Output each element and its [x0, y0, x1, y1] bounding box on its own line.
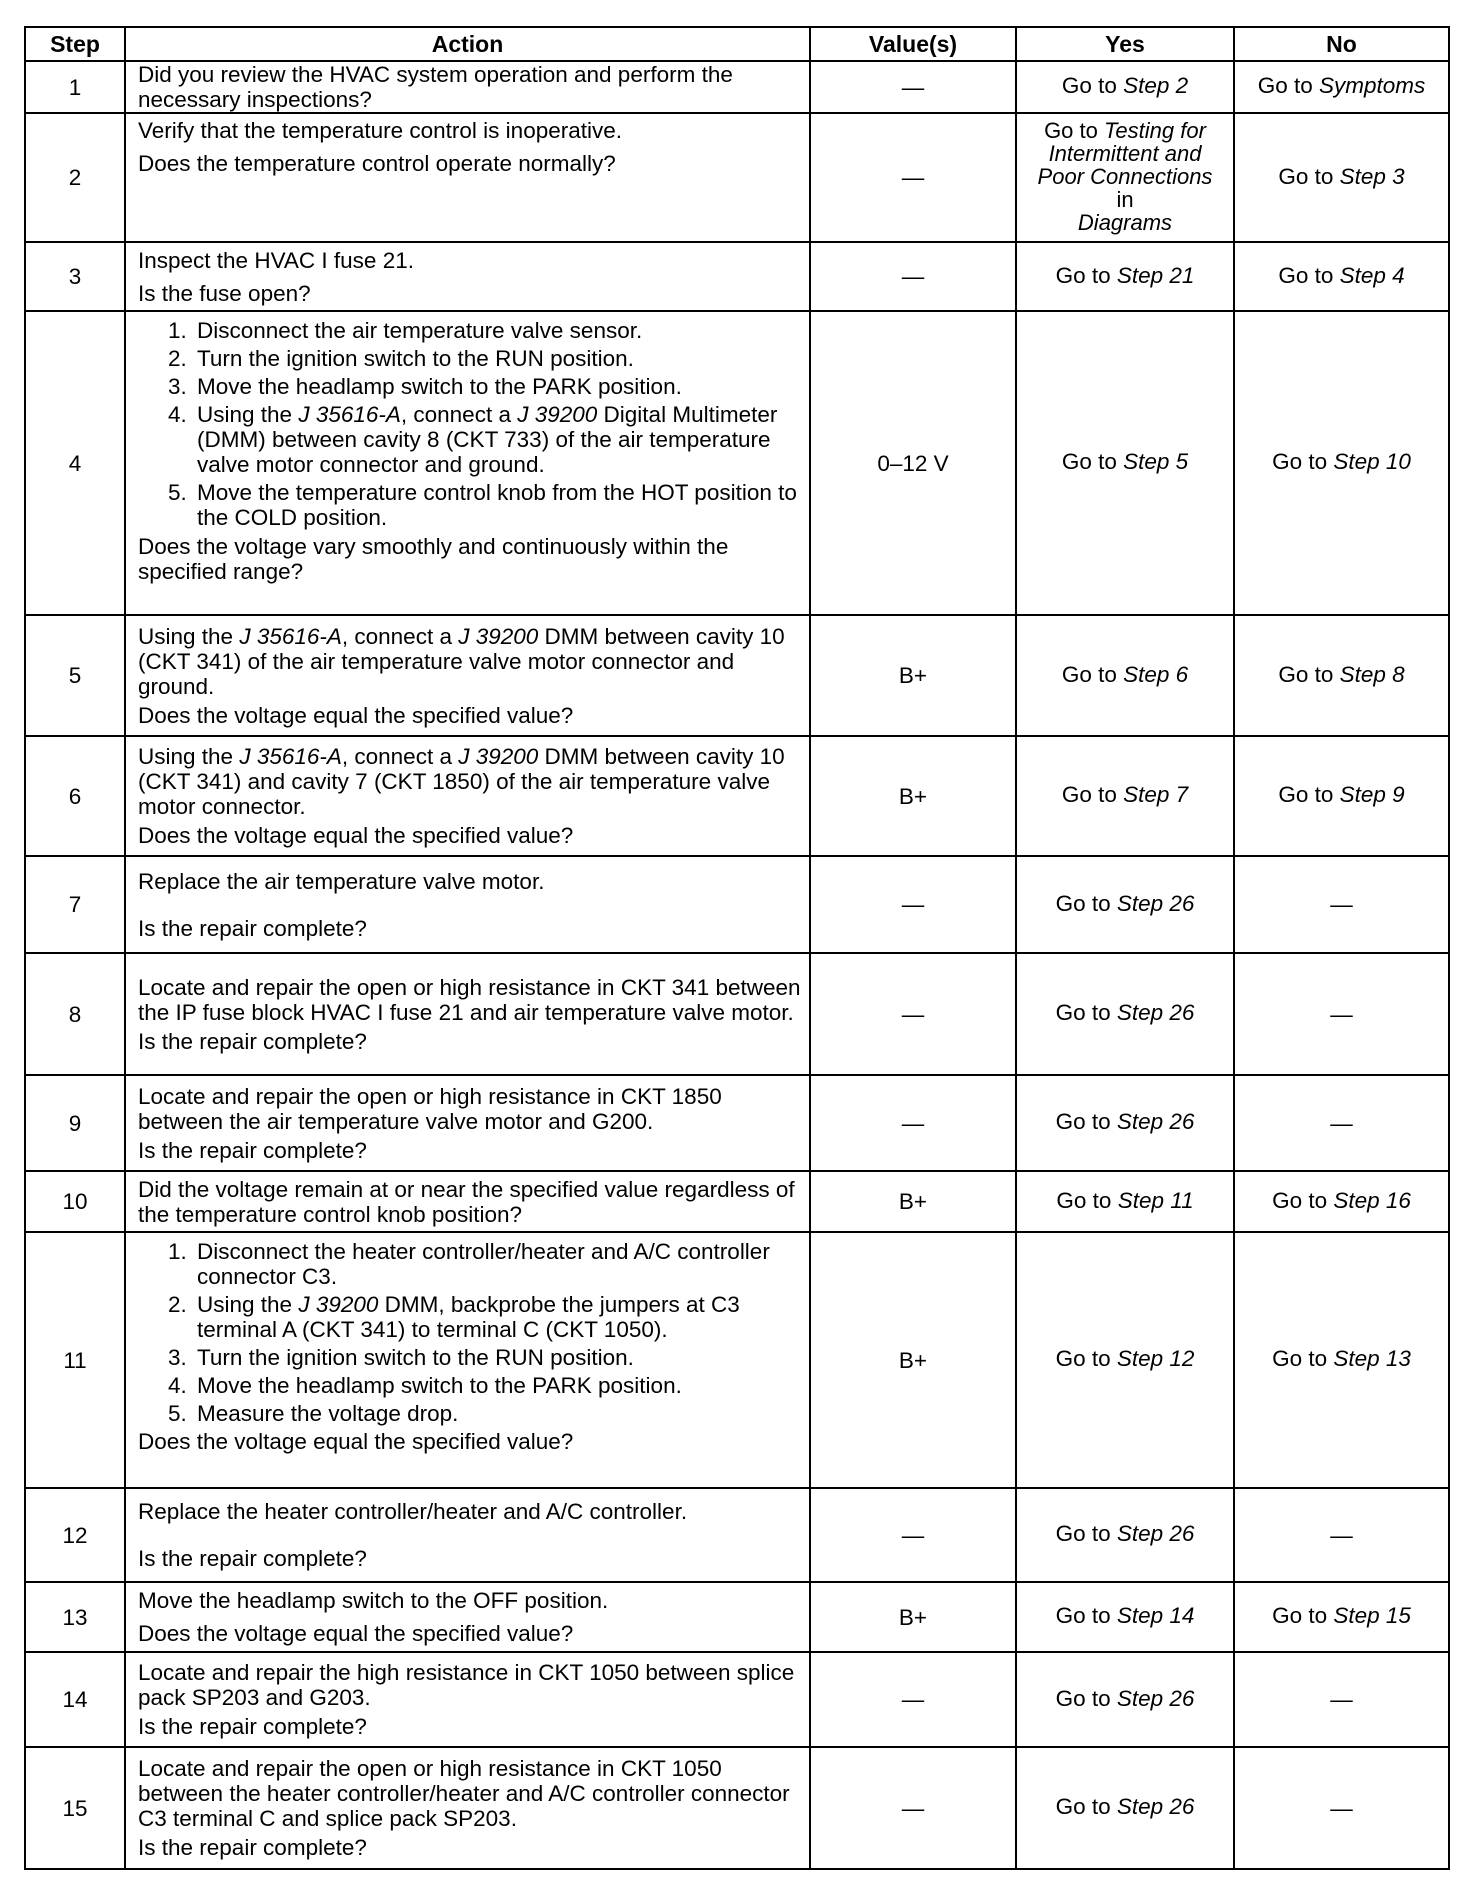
go-to-text: Go to: [1055, 1000, 1111, 1025]
list-item: 4. Move the headlamp switch to the PARK position.: [193, 1373, 801, 1398]
list-item: 1. Disconnect the heater controller/heater and A/C controller connector C3.: [193, 1239, 801, 1289]
action-question: Does the temperature control operate normally?: [138, 151, 616, 176]
value-cell: —: [810, 113, 1016, 242]
no-link[interactable]: Step 15: [1333, 1603, 1411, 1628]
go-to-text: Go to: [1055, 262, 1111, 288]
step-number: 9: [25, 1075, 125, 1171]
go-to-text: Go to: [1272, 449, 1328, 474]
go-to-text: Go to: [1061, 661, 1117, 687]
step-number: 5: [25, 615, 125, 736]
table-row: [25, 953, 1449, 1075]
action-text: Using the J 35616-A, connect a J 39200 DMM between cavity 10 (CKT 341) of the air temperature valve motor connector and ground.: [138, 623, 785, 699]
tool-ref: J 39200: [458, 623, 539, 649]
no-link[interactable]: Step 16: [1333, 1187, 1411, 1213]
action-cell: [125, 1582, 810, 1652]
action-text: Using the J 35616-A, connect a J 39200 DMM between cavity 10 (CKT 341) and cavity 7 (CKT 1850) of the air temperature valve motor connector.: [138, 744, 785, 819]
no-link[interactable]: Step 4: [1339, 262, 1405, 288]
value-cell: —: [810, 1075, 1016, 1171]
header-action: Action: [125, 27, 810, 61]
no-cell: —: [1234, 1747, 1449, 1869]
step-number: 14: [25, 1652, 125, 1747]
action-question: Does the voltage vary smoothly and continuously within the specified range?: [138, 534, 729, 584]
yes-link[interactable]: Step 26: [1116, 1521, 1195, 1546]
action-cell: [125, 242, 810, 311]
yes-cell: [1016, 1488, 1234, 1582]
action-text: Locate and repair the high resistance in CKT 1050 between splice pack SP203 and G203.: [138, 1660, 795, 1710]
value-cell: —: [810, 1652, 1016, 1747]
step-number: 11: [25, 1232, 125, 1488]
go-to-text: Go to: [1272, 1187, 1328, 1213]
no-cell: [1234, 61, 1449, 113]
step-number: 4: [25, 311, 125, 615]
yes-link[interactable]: Step 2: [1123, 73, 1189, 98]
no-cell: [1234, 113, 1449, 242]
go-to-text: Go to: [1272, 1346, 1328, 1371]
action-cell: [125, 311, 810, 615]
action-cell: [125, 113, 810, 242]
table-row: [25, 113, 1449, 242]
no-link[interactable]: Step 13: [1333, 1346, 1411, 1371]
no-link[interactable]: Step 8: [1339, 661, 1405, 687]
yes-text: in: [1116, 186, 1134, 212]
yes-cell: [1016, 1747, 1234, 1869]
tool-ref: J 39200: [458, 744, 539, 769]
action-text: Verify that the temperature control is inoperative.: [138, 118, 623, 143]
yes-link[interactable]: Poor Connections: [1037, 163, 1213, 189]
table-row: [25, 1171, 1449, 1232]
go-to-text: Go to: [1055, 1346, 1111, 1371]
value-cell: —: [810, 953, 1016, 1075]
yes-link[interactable]: Step 11: [1117, 1187, 1194, 1213]
yes-link[interactable]: Step 14: [1116, 1603, 1195, 1628]
action-cell: [125, 1171, 810, 1232]
list-item: 5. Measure the voltage drop.: [193, 1401, 801, 1426]
value-cell: B+: [810, 1582, 1016, 1652]
action-question: Does the voltage equal the specified value?: [138, 702, 574, 728]
step-number: 2: [25, 113, 125, 242]
action-text: Replace the heater controller/heater and A/C controller.: [138, 1499, 688, 1524]
action-question: Is the fuse open?: [138, 280, 311, 306]
go-to-text: Go to: [1055, 890, 1111, 916]
tool-ref: J 39200: [517, 402, 598, 427]
go-to-text: Go to: [1061, 782, 1117, 807]
no-cell: [1234, 1582, 1449, 1652]
table-row: [25, 1747, 1449, 1869]
go-to-text: Go to: [1055, 1685, 1111, 1711]
yes-link[interactable]: Step 26: [1116, 1000, 1195, 1025]
table-row: [25, 1652, 1449, 1747]
go-to-text: Go to: [1278, 782, 1334, 807]
yes-link[interactable]: Step 26: [1116, 1109, 1195, 1134]
no-cell: [1234, 615, 1449, 736]
step-number: 15: [25, 1747, 125, 1869]
yes-cell: [1016, 1232, 1234, 1488]
no-link[interactable]: Step 9: [1339, 782, 1405, 807]
go-to-text: Go to: [1055, 1794, 1111, 1819]
procedure-list: [138, 1239, 801, 1426]
procedure-list: [138, 318, 801, 530]
go-to-text: Go to: [1278, 262, 1334, 288]
go-to-text: Go to: [1061, 449, 1117, 474]
table-row: [25, 615, 1449, 736]
list-item: 4. Using the J 35616-A, connect a J 39200 Digital Multimeter (DMM) between cavity 8 (CKT 733) of the air temperature valve motor connector and ground.: [193, 402, 801, 477]
table-row: [25, 1075, 1449, 1171]
action-question: Does the voltage equal the specified value?: [138, 1621, 574, 1646]
action-cell: [125, 856, 810, 953]
action-cell: [125, 1075, 810, 1171]
no-cell: [1234, 1171, 1449, 1232]
go-to-text: Go to: [1278, 163, 1334, 189]
table-row: [25, 61, 1449, 113]
step-number: 12: [25, 1488, 125, 1582]
table-row: [25, 242, 1449, 311]
action-question: Does the voltage equal the specified value?: [138, 823, 574, 848]
yes-cell: [1016, 61, 1234, 113]
action-question: Is the repair complete?: [138, 1835, 367, 1860]
action-cell: [125, 1488, 810, 1582]
value-cell: —: [810, 856, 1016, 953]
action-text: Locate and repair the open or high resistance in CKT 341 between the IP fuse block HVAC I fuse 21 and air temperature valve motor.: [138, 974, 801, 1025]
action-cell: [125, 61, 810, 113]
step-number: 8: [25, 953, 125, 1075]
yes-link[interactable]: Step 6: [1123, 661, 1189, 687]
list-item: 3. Move the headlamp switch to the PARK position.: [193, 374, 801, 399]
go-to-text: Go to: [1055, 1603, 1111, 1628]
action-cell: [125, 736, 810, 856]
no-cell: —: [1234, 1488, 1449, 1582]
step-number: 6: [25, 736, 125, 856]
header-value: Value(s): [810, 27, 1016, 61]
action-text: Did you review the HVAC system operation and perform the necessary inspections?: [138, 62, 733, 112]
header-row: [25, 27, 1449, 61]
no-cell: [1234, 1232, 1449, 1488]
value-cell: B+: [810, 736, 1016, 856]
list-item: 5. Move the temperature control knob from the HOT position to the COLD position.: [193, 480, 801, 530]
go-to-text: Go to: [1061, 73, 1117, 98]
go-to-text: Go to: [1055, 1521, 1111, 1546]
yes-link[interactable]: Step 26: [1116, 890, 1195, 916]
action-question: Is the repair complete?: [138, 1028, 367, 1054]
action-text: Locate and repair the open or high resistance in CKT 1050 between the heater controller/heater and A/C controller connector C3 terminal C and splice pack SP203.: [138, 1756, 790, 1831]
go-to-text: Go to: [1056, 1187, 1112, 1213]
no-cell: —: [1234, 856, 1449, 953]
action-text: Locate and repair the open or high resistance in CKT 1850 between the air temperature valve motor and G200.: [138, 1083, 722, 1134]
value-cell: —: [810, 1488, 1016, 1582]
yes-cell: [1016, 856, 1234, 953]
go-to-text: Go to: [1278, 661, 1334, 687]
action-cell: [125, 1747, 810, 1869]
header-step: Step: [25, 27, 125, 61]
no-cell: [1234, 736, 1449, 856]
value-cell: —: [810, 242, 1016, 311]
value-cell: B+: [810, 1232, 1016, 1488]
yes-link[interactable]: Step 21: [1116, 262, 1195, 288]
tool-ref: J 39200: [298, 1292, 379, 1317]
no-cell: —: [1234, 1652, 1449, 1747]
yes-cell: [1016, 1075, 1234, 1171]
yes-link[interactable]: Testing for: [1104, 117, 1206, 143]
no-link[interactable]: Step 3: [1339, 163, 1405, 189]
value-cell: B+: [810, 615, 1016, 736]
action-question: Is the repair complete?: [138, 1714, 367, 1739]
value-cell: —: [810, 61, 1016, 113]
list-item: 2. Turn the ignition switch to the RUN position.: [193, 346, 801, 371]
no-cell: —: [1234, 1075, 1449, 1171]
no-cell: [1234, 311, 1449, 615]
yes-cell: [1016, 311, 1234, 615]
action-text: Did the voltage remain at or near the specified value regardless of the temperature control knob position?: [138, 1176, 795, 1227]
table-row: [25, 856, 1449, 953]
yes-cell: [1016, 1582, 1234, 1652]
no-cell: —: [1234, 953, 1449, 1075]
header-no: No: [1234, 27, 1449, 61]
yes-cell: [1016, 953, 1234, 1075]
tool-ref: J 35616-A: [239, 623, 342, 649]
step-number: 3: [25, 242, 125, 311]
yes-link[interactable]: Step 5: [1123, 449, 1189, 474]
tool-ref: J 35616-A: [239, 744, 342, 769]
yes-link[interactable]: Step 7: [1123, 782, 1189, 807]
yes-cell: [1016, 615, 1234, 736]
go-to-text: Go to: [1257, 73, 1313, 98]
action-text: Inspect the HVAC I fuse 21.: [138, 247, 414, 273]
yes-cell: [1016, 113, 1234, 242]
yes-link[interactable]: Step 26: [1116, 1685, 1195, 1711]
action-text: Move the headlamp switch to the OFF position.: [138, 1588, 609, 1613]
list-item: 2. Using the J 39200 DMM, backprobe the jumpers at C3 terminal A (CKT 341) to terminal C (CKT 1050).: [193, 1292, 801, 1342]
table-row: [25, 1232, 1449, 1488]
step-number: 13: [25, 1582, 125, 1652]
action-question: Is the repair complete?: [138, 915, 367, 941]
action-question: Is the repair complete?: [138, 1546, 367, 1571]
step-number: 10: [25, 1171, 125, 1232]
yes-link[interactable]: Step 26: [1116, 1794, 1195, 1819]
action-question: Is the repair complete?: [138, 1137, 367, 1163]
no-cell: [1234, 242, 1449, 311]
yes-cell: [1016, 242, 1234, 311]
table-row: [25, 311, 1449, 615]
yes-link[interactable]: Intermittent and: [1048, 140, 1202, 166]
go-to-text: Go to: [1044, 117, 1098, 143]
action-text: Replace the air temperature valve motor.: [138, 868, 545, 894]
table-row: [25, 1488, 1449, 1582]
action-cell: [125, 1232, 810, 1488]
table-row: [25, 1582, 1449, 1652]
table-row: [25, 736, 1449, 856]
action-question: Does the voltage equal the specified value?: [138, 1429, 574, 1454]
yes-cell: [1016, 1652, 1234, 1747]
value-cell: B+: [810, 1171, 1016, 1232]
yes-link[interactable]: Step 12: [1116, 1346, 1195, 1371]
value-cell: —: [810, 1747, 1016, 1869]
action-cell: [125, 1652, 810, 1747]
diagnostic-table: [24, 26, 1450, 1870]
value-cell: 0–12 V: [810, 311, 1016, 615]
go-to-text: Go to: [1055, 1109, 1111, 1134]
step-number: 1: [25, 61, 125, 113]
list-item: 1. Disconnect the air temperature valve sensor.: [193, 318, 801, 343]
yes-cell: [1016, 736, 1234, 856]
tool-ref: J 35616-A: [298, 402, 401, 427]
action-cell: [125, 615, 810, 736]
list-item: 3. Turn the ignition switch to the RUN position.: [193, 1345, 801, 1370]
no-link[interactable]: Step 10: [1333, 449, 1411, 474]
go-to-text: Go to: [1272, 1603, 1328, 1628]
action-cell: [125, 953, 810, 1075]
step-number: 7: [25, 856, 125, 953]
header-yes: Yes: [1016, 27, 1234, 61]
yes-cell: [1016, 1171, 1234, 1232]
yes-link[interactable]: Diagrams: [1077, 209, 1173, 235]
no-link[interactable]: Symptoms: [1319, 73, 1426, 98]
